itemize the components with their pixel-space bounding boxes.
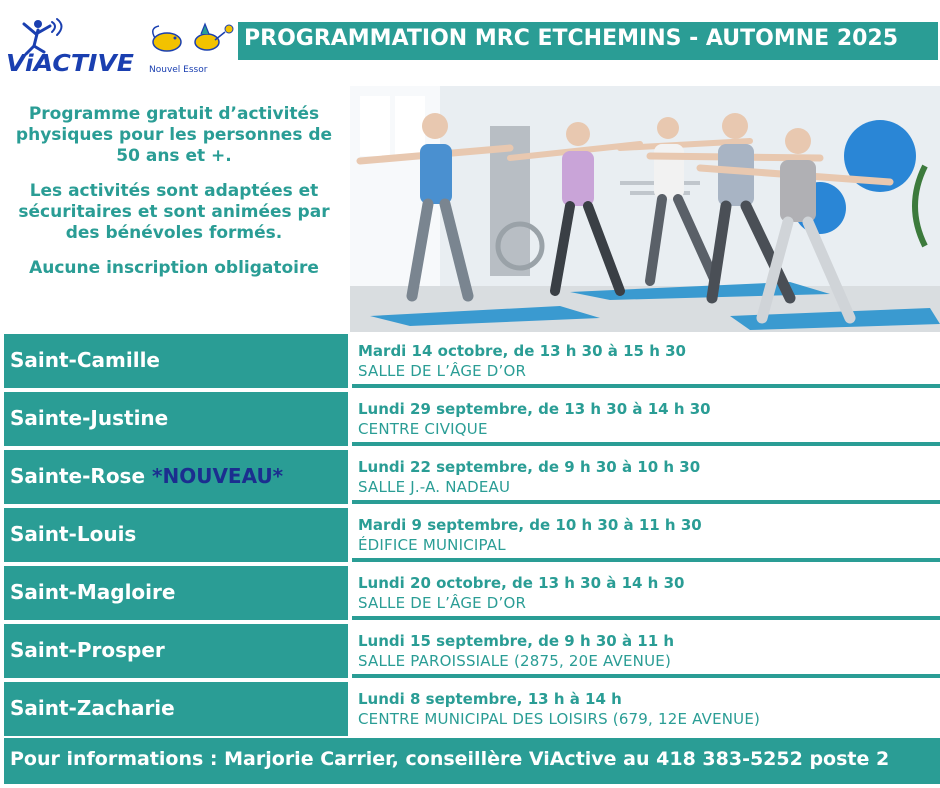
session-venue: CENTRE CIVIQUE [358,420,488,438]
town-cell [4,624,348,678]
session-venue: SALLE PAROISSIALE (2875, 20E AVENUE) [358,652,672,670]
session-venue: ÉDIFICE MUNICIPAL [358,536,506,554]
partner-text: Nouvel Essor [149,65,208,75]
intro-line-1: Programme gratuit d’activités physiques pour les personnes de 50 ans et +. [15,104,333,166]
row-divider [352,674,940,678]
session-row [0,392,940,448]
session-row [0,334,940,390]
row-divider [352,384,940,388]
session-info [352,512,940,558]
intro-text [8,104,340,293]
nouvel-essor-logo [145,20,235,80]
town-name: Sainte-Justine [10,406,169,430]
town-name: Sainte-Rose [10,464,152,488]
row-divider [352,500,940,504]
town-name: Saint-Louis [10,522,137,546]
town-cell [4,682,348,736]
session-info [352,338,940,384]
page-title: PROGRAMMATION MRC ETCHEMINS - AUTOMNE 2025 [244,26,899,51]
town-name: Saint-Camille [10,348,160,372]
town-name: Saint-Magloire [10,580,176,604]
session-venue: SALLE DE L’ÂGE D’OR [358,362,527,380]
row-divider [352,558,940,562]
town-cell [4,392,348,446]
header [0,0,940,86]
session-info [352,454,940,500]
session-date: Mardi 9 septembre, de 10 h 30 à 11 h 30 [358,516,702,534]
session-venue: CENTRE MUNICIPAL DES LOISIRS (679, 12E AVENUE) [358,710,761,728]
session-date: Lundi 8 septembre, 13 h à 14 h [358,690,622,708]
town-cell [4,566,348,620]
intro-line-2: Les activités sont adaptées et sécuritaires et sont animées par des bénévoles formés. [18,181,330,243]
session-info [352,396,940,442]
town-name-wrap [10,464,283,488]
session-info [352,628,940,674]
session-row [0,508,940,564]
contact-footer [4,738,940,784]
session-row [0,624,940,680]
exercise-photo [350,86,940,332]
session-venue: SALLE DE L’ÂGE D’OR [358,594,527,612]
session-venue: SALLE J.-A. NADEAU [358,478,511,496]
session-row [0,682,940,738]
svg-text:ViACTIVE: ViACTIVE [6,51,135,77]
row-divider [352,442,940,446]
session-date: Lundi 20 octobre, de 13 h 30 à 14 h 30 [358,574,685,592]
intro-line-3: Aucune inscription obligatoire [29,258,319,278]
session-info [352,686,940,732]
row-divider [352,616,940,620]
town-cell [4,508,348,562]
session-date: Lundi 22 septembre, de 9 h 30 à 10 h 30 [358,458,701,476]
session-date: Mardi 14 octobre, de 13 h 30 à 15 h 30 [358,342,686,360]
session-row [0,450,940,506]
contact-text: Pour informations : Marjorie Carrier, conseillère ViActive au 418 383-5252 poste 2 [10,748,890,770]
session-row [0,566,940,622]
town-name: Saint-Zacharie [10,696,175,720]
session-date: Lundi 29 septembre, de 13 h 30 à 14 h 30 [358,400,711,418]
session-date: Lundi 15 septembre, de 9 h 30 à 11 h [358,632,675,650]
town-cell [4,450,348,504]
new-badge: *NOUVEAU* [152,464,284,488]
town-name: Saint-Prosper [10,638,165,662]
viactive-logo [4,16,139,78]
town-cell [4,334,348,388]
title-banner [238,22,938,60]
session-info [352,570,940,616]
